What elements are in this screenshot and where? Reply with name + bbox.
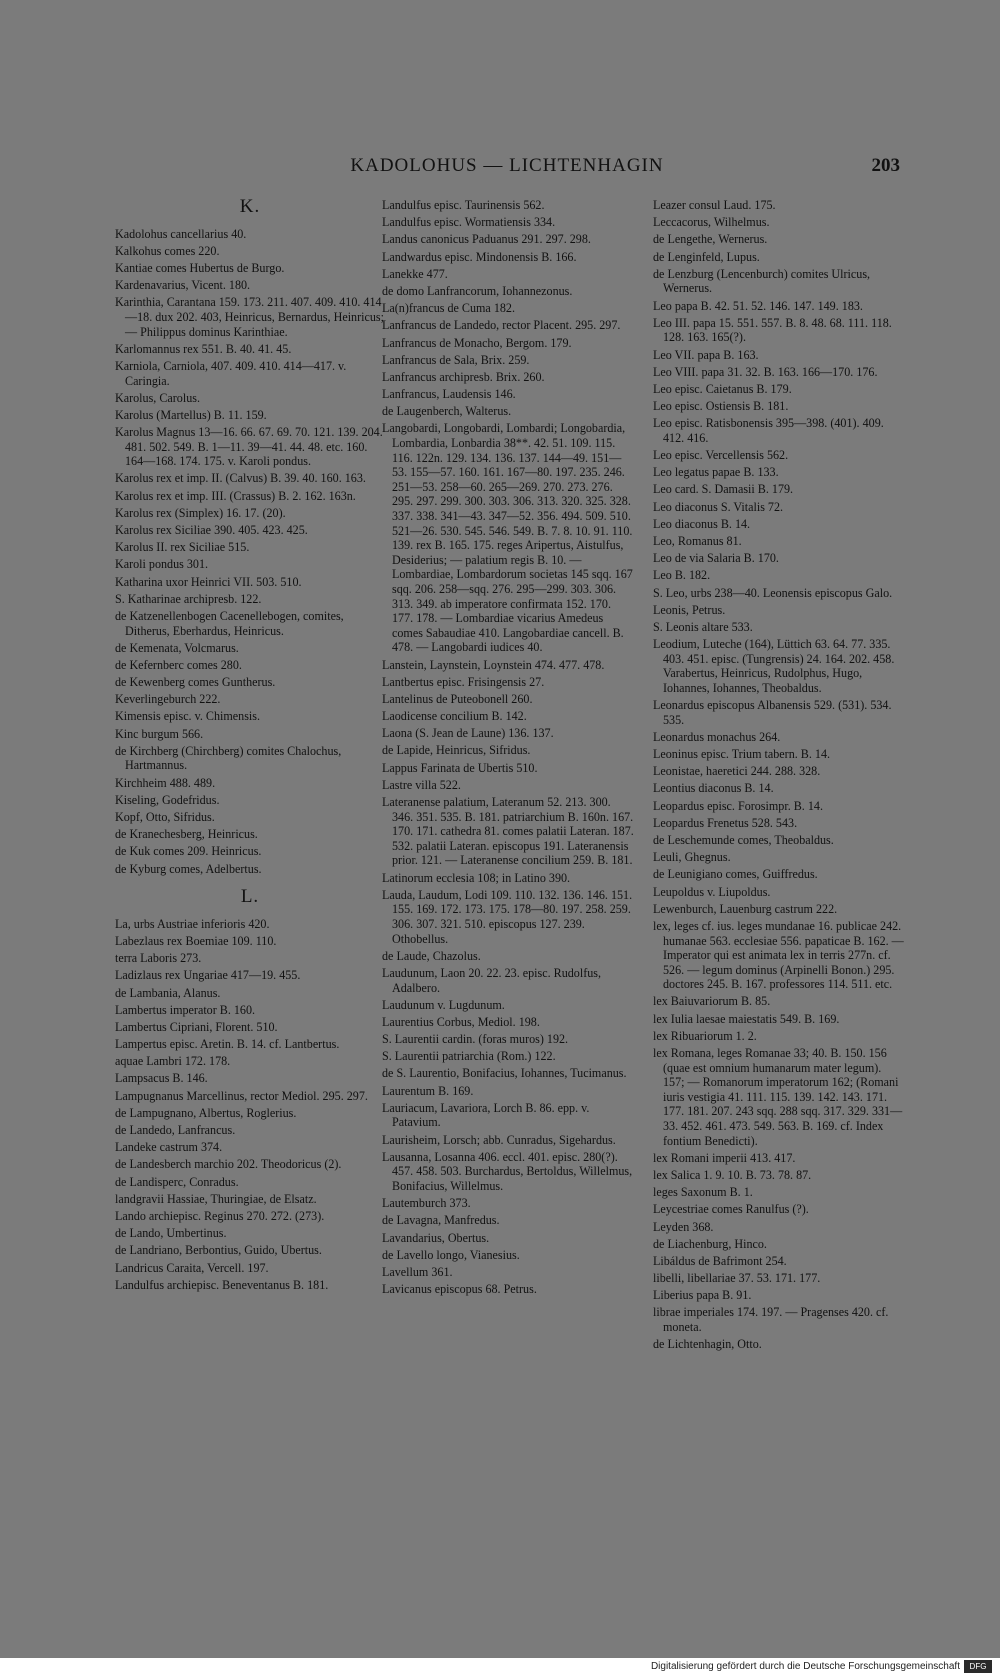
index-entry: Leonardus episcopus Albanensis 529. (531). 534. 535. bbox=[653, 698, 892, 727]
dfg-logo-icon: DFG bbox=[964, 1660, 992, 1673]
index-entry: de Kewenberg comes Guntherus. bbox=[115, 675, 276, 690]
index-entry: Lateranense palatium, Lateranum 52. 213. 300. 346. 351. 535. B. 181. patriarchium B. 160n. 167. 170. 171. cathedra 81. comes palatii Lateran. 187. 532. palatii Lateran. episcopus 191. Lateranensis prior. 121. — Lateranense concilium 259. B. 181. bbox=[382, 795, 634, 868]
index-entry: Lavellum 361. bbox=[382, 1264, 453, 1279]
index-entry: Karolus Magnus 13—16. 66. 67. 69. 70. 121. 139. 204. 481. 502. 549. B. 1—11. 39—41. 44. 48. etc. 160. 164—168. 174. 175. v. Karoli pondus. bbox=[115, 425, 383, 469]
index-entry: Karolus rex (Simplex) 16. 17. (20). bbox=[115, 505, 286, 520]
index-entry: Kiseling, Godefridus. bbox=[115, 792, 220, 807]
index-entry: Keverlingeburch 222. bbox=[115, 692, 221, 707]
index-entry: de Lengethe, Wernerus. bbox=[653, 232, 768, 247]
index-entry: Landus canonicus Paduanus 291. 297. 298. bbox=[382, 232, 591, 247]
index-entry: Leoninus episc. Trium tabern. B. 14. bbox=[653, 747, 831, 762]
digitization-footer bbox=[0, 1658, 1000, 1676]
index-entry: Laurentius Corbus, Mediol. 198. bbox=[382, 1014, 540, 1029]
index-entry: lex Baiuvariorum B. 85. bbox=[653, 994, 771, 1009]
letter-heading: K. bbox=[239, 196, 261, 217]
index-column-1 bbox=[115, 198, 385, 1295]
index-entry: Leopardus Frenetus 528. 543. bbox=[653, 815, 798, 830]
index-entry: Lanfrancus de Monacho, Bergom. 179. bbox=[382, 335, 572, 350]
index-entry: Leo B. 182. bbox=[653, 568, 711, 583]
index-entry: lex Ribuariorum 1. 2. bbox=[653, 1028, 757, 1043]
index-entry: Leo VIII. papa 31. 32. B. 163. 166—170. 176. bbox=[653, 364, 878, 379]
index-entry: Leo diaconus S. Vitalis 72. bbox=[653, 499, 784, 514]
index-entry: de Landedo, Lanfrancus. bbox=[115, 1123, 236, 1137]
index-entry: de Lichtenhagin, Otto. bbox=[653, 1337, 762, 1352]
index-entry: de Landriano, Berbontius, Guido, Ubertus. bbox=[115, 1243, 322, 1258]
index-entry: Leo de via Salaria B. 170. bbox=[653, 551, 779, 566]
index-entry: Kadolohus cancellarius 40. bbox=[115, 226, 247, 241]
index-entry: Leo papa B. 42. 51. 52. 146. 147. 149. 183. bbox=[653, 298, 863, 313]
index-entry: de Lenginfeld, Lupus. bbox=[653, 249, 760, 264]
index-entry: Leo VII. papa B. 163. bbox=[653, 347, 759, 362]
index-entry: Leo episc. Caietanus B. 179. bbox=[653, 381, 792, 396]
index-entry: Leonistae, haeretici 244. 288. 328. bbox=[653, 764, 821, 779]
index-entry: Lanfrancus de Landedo, rector Placent. 295. 297. bbox=[382, 318, 621, 333]
index-entry: Kalkohus comes 220. bbox=[115, 243, 220, 258]
index-entry: La(n)francus de Cuma 182. bbox=[382, 301, 515, 316]
index-entry: Latinorum ecclesia 108; in Latino 390. bbox=[382, 870, 571, 885]
index-entry: Lappus Farinata de Ubertis 510. bbox=[382, 760, 538, 775]
index-entry: Leuli, Ghegnus. bbox=[653, 850, 731, 865]
index-entry: de Kuk comes 209. Heinricus. bbox=[115, 844, 262, 859]
index-entry: Leo III. papa 15. 551. 557. B. 8. 48. 68. 111. 118. 128. 163. 165(?). bbox=[653, 315, 892, 345]
index-entry: Lanekke 477. bbox=[382, 266, 448, 281]
index-entry: Lanfrancus, Laudensis 146. bbox=[382, 387, 516, 402]
index-entry: S. Laurentii patriarchia (Rom.) 122. bbox=[382, 1049, 556, 1064]
index-entry: Laodicense concilium B. 142. bbox=[382, 709, 527, 724]
index-entry: librae imperiales 174. 197. — Pragenses 420. cf. moneta. bbox=[653, 1305, 889, 1335]
index-entry: Karniola, Carniola, 407. 409. 410. 414—417. v. Caringia. bbox=[115, 358, 347, 388]
index-entry: Libáldus de Bafrimont 254. bbox=[653, 1253, 787, 1268]
index-entry: Laurentum B. 169. bbox=[382, 1083, 474, 1098]
index-entry: Lanfrancus archipresb. Brix. 260. bbox=[382, 369, 545, 384]
index-entry: de domo Lanfrancorum, Iohannezonus. bbox=[382, 283, 573, 298]
index-entry: de Laugenberch, Walterus. bbox=[382, 404, 512, 419]
index-entry: de Leunigiano comes, Guiffredus. bbox=[653, 867, 818, 882]
index-entry: Lanfrancus de Sala, Brix. 259. bbox=[382, 352, 530, 367]
index-entry: Karinthia, Carantana 159. 173. 211. 407. 409. 410. 414—18. dux 202. 403, Heinricus, Bernardus, Heinricus; — Philippus dominus Karinthiae. bbox=[115, 295, 384, 339]
index-entry: de Kefernberc comes 280. bbox=[115, 657, 242, 672]
index-entry: Leodium, Luteche (164), Lüttich 63. 64. 77. 335. 403. 451. episc. (Tungrensis) 24. 164. 202. 458. Varabertus, Heinricus, Rudolphus, Hugo, Iohannes, Iohannes, Theobaldus. bbox=[653, 637, 895, 695]
index-entry: Landulfus episc. Taurinensis 562. bbox=[382, 198, 545, 212]
index-entry: de Liachenburg, Hinco. bbox=[653, 1236, 767, 1251]
index-entry: Leazer consul Laud. 175. bbox=[653, 198, 776, 212]
index-entry: Leyden 368. bbox=[653, 1219, 714, 1234]
index-entry: Lantelinus de Puteobonell 260. bbox=[382, 691, 533, 706]
index-entry: Lando archiepisc. Reginus 270. 272. (273). bbox=[115, 1208, 325, 1223]
running-head: KADOLOHUS — LICHTENHAGIN bbox=[350, 155, 664, 176]
index-entry: Karolus rex et imp. III. (Crassus) B. 2. 162. 163n. bbox=[115, 488, 356, 503]
letter-heading: L. bbox=[240, 886, 260, 908]
index-entry: Leo legatus papae B. 133. bbox=[653, 465, 779, 480]
index-entry: de Lambania, Alanus. bbox=[115, 985, 221, 1000]
index-entry: de Lavello longo, Vianesius. bbox=[382, 1247, 520, 1262]
index-entry: Landricus Caraita, Vercell. 197. bbox=[115, 1260, 269, 1275]
index-column-2 bbox=[382, 198, 634, 1299]
index-entry: Leo card. S. Damasii B. 179. bbox=[653, 482, 794, 497]
index-entry: de Kranechesberg, Heinricus. bbox=[115, 827, 258, 842]
index-entry: Lauriacum, Lavariora, Lorch B. 86. epp. v. Patavium. bbox=[382, 1100, 590, 1130]
index-entry: Katharina uxor Heinrici VII. 503. 510. bbox=[115, 574, 302, 589]
index-entry: Lavandarius, Obertus. bbox=[382, 1230, 490, 1245]
index-entry: landgravii Hassiae, Thuringiae, de Elsatz. bbox=[115, 1191, 317, 1206]
index-entry: Kinc burgum 566. bbox=[115, 726, 204, 741]
index-entry: S. Katharinae archipresb. 122. bbox=[115, 591, 262, 606]
index-entry: Leonardus monachus 264. bbox=[653, 729, 781, 744]
index-entry: Leccacorus, Wilhelmus. bbox=[653, 215, 770, 230]
index-entry: Karolus rex Siciliae 390. 405. 423. 425. bbox=[115, 523, 308, 537]
index-entry: Leupoldus v. Liupoldus. bbox=[653, 884, 771, 899]
index-entry: de Lando, Umbertinus. bbox=[115, 1226, 227, 1241]
index-entry: de Lampugnano, Albertus, Roglerius. bbox=[115, 1105, 297, 1120]
page-header bbox=[0, 155, 1000, 185]
index-entry: Lanstein, Laynstein, Loynstein 474. 477. 478. bbox=[382, 657, 605, 672]
index-entry: de Kemenata, Volcmarus. bbox=[115, 640, 239, 655]
index-entry: Lautemburch 373. bbox=[382, 1196, 471, 1211]
index-entry: de S. Laurentio, Bonifacius, Iohannes, Tucimanus. bbox=[382, 1066, 627, 1081]
index-entry: de Kirchberg (Chirchberg) comites Chalochus, Hartmannus. bbox=[115, 743, 342, 773]
index-entry: de Leschemunde comes, Theobaldus. bbox=[653, 832, 834, 847]
index-entry: de Landesberch marchio 202. Theodoricus (2). bbox=[115, 1157, 342, 1172]
index-entry: Lauda, Laudum, Lodi 109. 110. 132. 136. 146. 151. 155. 169. 172. 173. 175. 178—80. 197. 258. 259. 306. 307. 321. 510. episcopus 127. 239. Othobellus. bbox=[382, 887, 633, 946]
index-entry: Karolus rex et imp. II. (Calvus) B. 39. 40. 160. 163. bbox=[115, 471, 366, 486]
index-entry: Leo episc. Vercellensis 562. bbox=[653, 448, 789, 463]
index-entry: Lewenburch, Lauenburg castrum 222. bbox=[653, 901, 838, 916]
index-entry: de Laude, Chazolus. bbox=[382, 948, 481, 963]
index-entry: Leontius diaconus B. 14. bbox=[653, 781, 774, 796]
index-entry: Kimensis episc. v. Chimensis. bbox=[115, 709, 261, 724]
index-entry: Lambertus imperator B. 160. bbox=[115, 1002, 256, 1017]
index-entry: Lantbertus episc. Frisingensis 27. bbox=[382, 674, 545, 689]
index-entry: Karolus II. rex Siciliae 515. bbox=[115, 540, 250, 555]
index-entry: Landulfus episc. Wormatiensis 334. bbox=[382, 215, 556, 230]
index-entry: lex, leges cf. ius. leges mundanae 16. publicae 242. humanae 563. ecclesiae 556. papaticae B. 162. — Imperator qui est animata lex in terris 277n. cf. 526. — legum dominus (Arpinelli Bonon.) 295. doctores 245. B. 167. professores 114. 511. etc. bbox=[653, 918, 904, 992]
index-entry: lex Romana, leges Romanae 33; 40. B. 150. 156 (quae est omnium humanarum mater legum). 157; — Romanorum imperatorum 162; (Romani iuris vestigia 41. 111. 115. 139. 142. 143. 171. 177. 181. 207. 243 sqq. 288 sqq. 317. 329. 331—33. 452. 461. 473. 549. 563. B. 169. cf. Index fontium Benedicti). bbox=[653, 1046, 903, 1148]
index-entry: Landulfus archiepisc. Beneventanus B. 181. bbox=[115, 1277, 329, 1292]
index-entry: libelli, libellariae 37. 53. 171. 177. bbox=[653, 1271, 821, 1286]
index-entry: S. Laurentii cardin. (foras muros) 192. bbox=[382, 1032, 569, 1047]
index-entry: Leo episc. Ostiensis B. 181. bbox=[653, 399, 789, 414]
index-entry: Kantiae comes Hubertus de Burgo. bbox=[115, 260, 285, 275]
page-number: 203 bbox=[871, 155, 900, 176]
index-entry: Lambertus Cipriani, Florent. 510. bbox=[115, 1019, 278, 1034]
index-entry: Laudunum, Laon 20. 22. 23. episc. Rudolfus, Adalbero. bbox=[382, 965, 602, 995]
index-entry: Karoli pondus 301. bbox=[115, 557, 209, 572]
index-entry: Laudunum v. Lugdunum. bbox=[382, 997, 505, 1012]
index-entry: de Landisperc, Conradus. bbox=[115, 1174, 239, 1189]
index-entry: Lastre villa 522. bbox=[382, 777, 461, 792]
index-entry: Lampugnanus Marcellinus, rector Mediol. 295. 297. bbox=[115, 1088, 368, 1103]
index-entry: lex Romani imperii 413. 417. bbox=[653, 1150, 796, 1165]
index-entry: Leo diaconus B. 14. bbox=[653, 516, 751, 531]
index-entry: lex Iulia laesae maiestatis 549. B. 169. bbox=[653, 1011, 840, 1026]
index-entry: Kirchheim 488. 489. bbox=[115, 775, 216, 790]
index-entry: S. Leonis altare 533. bbox=[653, 619, 753, 634]
index-entry: Leopardus episc. Forosimpr. B. 14. bbox=[653, 798, 823, 813]
index-entry: aquae Lambri 172. 178. bbox=[115, 1054, 231, 1069]
index-entry: leges Saxonum B. 1. bbox=[653, 1185, 753, 1200]
index-entry: Karlomannus rex 551. B. 40. 41. 45. bbox=[115, 341, 292, 356]
index-entry: Leo episc. Ratisbonensis 395—398. (401). 409. 412. 416. bbox=[653, 416, 884, 445]
index-entry: S. Leo, urbs 238—40. Leonensis episcopus Galo. bbox=[653, 585, 893, 600]
index-entry: de Lapide, Heinricus, Sifridus. bbox=[382, 743, 531, 758]
index-entry: Landwardus episc. Mindonensis B. 166. bbox=[382, 249, 577, 264]
index-entry: Liberius papa B. 91. bbox=[653, 1288, 752, 1303]
index-entry: Lavicanus episcopus 68. Petrus. bbox=[382, 1282, 537, 1297]
index-entry: de Lenzburg (Lencenburch) comites Ulricus, Wernerus. bbox=[653, 266, 871, 296]
index-entry: Landeke castrum 374. bbox=[115, 1140, 223, 1155]
index-entry: Kardenavarius, Vicent. 180. bbox=[115, 278, 251, 293]
index-entry: de Kyburg comes, Adelbertus. bbox=[115, 861, 262, 876]
index-entry: Leycestriae comes Ranulfus (?). bbox=[653, 1202, 809, 1217]
index-entry: Langobardi, Longobardi, Lombardi; Longobardia, Lombardia, Lonbardia 38**. 42. 51. 109. 115. 116. 122n. 129. 134. 136. 137. 144—49. 151—53. 155—57. 160. 161. 167—80. 197. 235. 246. 251—53. 258—60. 265—269. 270. 273. 276. 295. 297. 299. 300. 303. 306. 313. 320. 325. 328. 337. 338. 341—43. 347—52. 356. 494. 509. 510. 521—26. 530. 545. 546. 549. B. 7. 8. 10. 91. 110. 139. rex B. 165. 175. reges Aripertus, Aistulfus, Desiderius; — palatium regis B. 10. — Lombardiae, Lombardorum societas 145 sqq. 167 sqq. 206. 258—sqq. 276. 295—299. 303. 306. 313. 349. ab imperatore confirmata 152. 170. 177. 178. — Lombardiae vicarius Amedeus comes Sabaudiae 410. Langobardiae cancell. B. 478. — Langobardi iudices 40. bbox=[382, 421, 633, 655]
index-entry: Ladizlaus rex Ungariae 417—19. 455. bbox=[115, 968, 301, 983]
index-entry: Karolus, Carolus. bbox=[115, 390, 200, 405]
index-entry: de Lavagna, Manfredus. bbox=[382, 1213, 500, 1228]
footer-credit: Digitalisierung gefördert durch die Deutsche Forschungsgemeinschaft bbox=[650, 1661, 960, 1672]
index-entry: Kopf, Otto, Sifridus. bbox=[115, 810, 215, 824]
index-entry: terra Laboris 273. bbox=[115, 951, 202, 966]
index-entry: Lampsacus B. 146. bbox=[115, 1071, 208, 1086]
index-entry: La, urbs Austriae inferioris 420. bbox=[115, 916, 270, 931]
index-entry: Lampertus episc. Aretin. B. 14. cf. Lantbertus. bbox=[115, 1037, 340, 1052]
index-entry: Laona (S. Jean de Laune) 136. 137. bbox=[382, 726, 554, 741]
index-column-3 bbox=[653, 198, 905, 1354]
index-entry: Karolus (Martellus) B. 11. 159. bbox=[115, 407, 267, 422]
index-entry: Leo, Romanus 81. bbox=[653, 533, 742, 548]
index-entry: Lausanna, Losanna 406. eccl. 401. episc. 280(?). 457. 458. 503. Burchardus, Bertoldus, Willelmus, Bonifacius, Willelmus. bbox=[382, 1149, 633, 1193]
index-entry: Labezlaus rex Boemiae 109. 110. bbox=[115, 933, 277, 948]
index-entry: lex Salica 1. 9. 10. B. 73. 78. 87. bbox=[653, 1167, 812, 1182]
index-entry: Laurisheim, Lorsch; abb. Cunradus, Sigehardus. bbox=[382, 1132, 616, 1147]
index-entry: de Katzenellenbogen Cacenellebogen, comites, Ditherus, Eberhardus, Heinricus. bbox=[115, 608, 344, 638]
index-entry: Leonis, Petrus. bbox=[653, 602, 726, 617]
